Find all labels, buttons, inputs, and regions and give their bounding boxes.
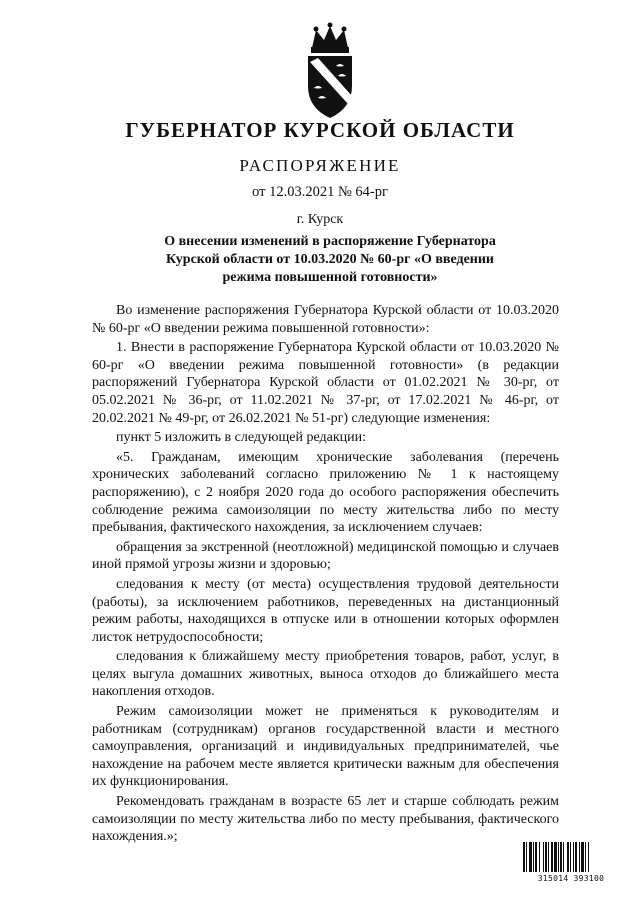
barcode-bar xyxy=(563,842,564,872)
barcode-bar xyxy=(575,842,577,872)
barcode-bar xyxy=(579,842,580,872)
body-paragraph: следования к месту (от места) осуществления трудовой деятельности (работы), за исключением работников, переведенных на дистанционный режим работы, находящихся в отпуске или в отношении которых оформлен листок нетрудоспособности; xyxy=(92,576,559,645)
subject-line: О внесении изменений в распоряжение Губернатора xyxy=(164,234,496,249)
barcode-bar xyxy=(535,842,537,872)
barcode-bar xyxy=(539,842,540,872)
body-paragraph: следования к ближайшему месту приобретения товаров, работ, услуг, в целях выгула домашних животных, выноса отходов до ближайшего места накопления отходов. xyxy=(92,649,559,700)
barcode-bar xyxy=(533,842,534,872)
barcode-number: 315014 393100 xyxy=(537,874,605,883)
barcode-bar xyxy=(573,842,574,872)
subject-line: режима повышенной готовности» xyxy=(222,270,438,285)
document-date-number: от 12.03.2021 № 64-рг xyxy=(252,184,388,200)
barcode-bar xyxy=(558,842,559,872)
document-subject xyxy=(140,233,520,287)
barcode-bar xyxy=(543,842,544,872)
barcode-bar xyxy=(529,842,532,872)
document-city: г. Курск xyxy=(296,212,344,227)
barcode-bar xyxy=(588,842,589,872)
document-body xyxy=(92,302,559,848)
barcode-bar xyxy=(545,842,547,872)
body-paragraph: Режим самоизоляции может не применяться к руководителям и работникам (сотрудникам) органов государственной власти и местного самоуправления, организаций и индивидуальных предпринимателей, чье нахождение на рабочем месте является критически важным для обеспечения их функционирования. xyxy=(92,704,559,790)
barcode-bar xyxy=(526,842,527,872)
body-paragraph: «5. Гражданам, имеющим хронические заболевания (перечень хронических заболеваний согласно приложению № 1 к настоящему распоряжению), с 2 ноября 2020 года до особого распоряжения обеспечить соблюдение режима самоизоляции по месту жительства либо по месту пребывания, фактического нахождения, за исключением случаев: xyxy=(92,449,559,536)
authority-title: ГУБЕРНАТОР КУРСКОЙ ОБЛАСТИ xyxy=(125,118,515,142)
barcode-bar xyxy=(548,842,549,872)
barcode-bar xyxy=(551,842,553,872)
document-type: РАСПОРЯЖЕНИЕ xyxy=(239,156,401,175)
barcode-bar xyxy=(523,842,525,872)
barcode-bar xyxy=(560,842,562,872)
barcode-icon xyxy=(522,842,620,876)
barcode-bar xyxy=(554,842,557,872)
subject-line: Курской области от 10.03.2020 № 60-рг «О введении xyxy=(165,252,494,267)
kursk-coat-of-arms-icon xyxy=(298,22,362,122)
body-paragraph: Во изменение распоряжения Губернатора Курской области от 10.03.2020 № 60-рг «О введении режима повышенной готовности»: xyxy=(92,303,559,336)
body-paragraph: Рекомендовать гражданам в возрасте 65 лет и старше соблюдать режим самоизоляции по месту жительства либо по месту пребывания, фактического нахождения.»; xyxy=(92,794,559,845)
barcode-bar xyxy=(581,842,584,872)
body-paragraph: обращения за экстренной (неотложной) медицинской помощью и случаев иной прямой угрозы жизни и здоровью; xyxy=(92,539,559,573)
barcode-bar xyxy=(567,842,569,872)
barcode-bar xyxy=(570,842,571,872)
body-paragraph: пункт 5 изложить в следующей редакции: xyxy=(116,430,366,446)
body-paragraph: 1. Внести в распоряжение Губернатора Курской области от 10.03.2020 № 60-рг «О введении режима повышенной готовности» (в редакции распоряжений Губернатора Курской области от 01.02.2021 № 30-рг, от 05.02.2021 № 36-рг, от 11.02.2021 № 37-рг, от 17.02.2021 № 46-рг, от 20.02.2021 № 49-рг, от 26.02.2021 № 51-рг) следующие изменения: xyxy=(92,340,559,426)
barcode-bar xyxy=(585,842,586,872)
